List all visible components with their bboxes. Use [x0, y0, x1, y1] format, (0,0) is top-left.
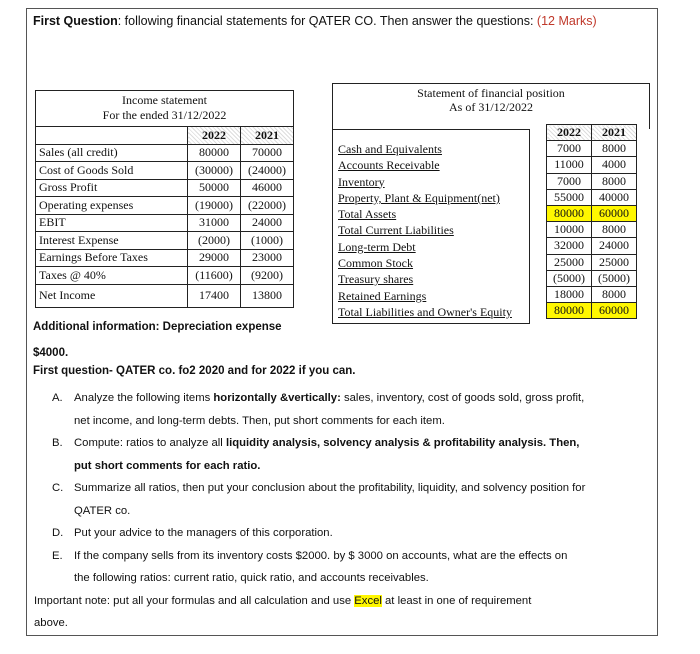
list-item-c: C. Summarize all ratios, then put your conclusion about the profitability, liquidity, and solvency position for QATER co. [52, 482, 586, 517]
balance-row [547, 173, 637, 189]
income-value: 46000 [241, 179, 294, 197]
income-label: EBIT [36, 214, 188, 232]
balance-value: (5000) [592, 270, 637, 286]
income-year-2021: 2021 [241, 127, 294, 145]
balance-value: 25000 [592, 254, 637, 270]
income-value: 24000 [241, 214, 294, 232]
balance-row [547, 270, 637, 286]
income-year-2022: 2022 [188, 127, 241, 145]
balance-label: Accounts Receivable [338, 158, 440, 173]
income-value: 70000 [241, 144, 294, 162]
income-value: (2000) [188, 232, 241, 250]
balance-value: 4000 [592, 157, 637, 173]
balance-value: 80000 [547, 205, 592, 221]
list-item-d: D. Put your advice to the managers of this corporation. [52, 527, 333, 539]
income-label: Interest Expense [36, 232, 188, 250]
balance-value: 24000 [592, 238, 637, 254]
income-value: 23000 [241, 249, 294, 267]
income-value: (22000) [241, 197, 294, 215]
balance-value: 8000 [592, 173, 637, 189]
income-value: (11600) [188, 267, 241, 285]
income-row [36, 214, 294, 232]
balance-label: Total Current Liabilities [338, 223, 454, 238]
income-row [36, 249, 294, 267]
page-title: First Question: following financial statements for QATER CO. Then answer the questions: (12 Marks) [33, 14, 597, 28]
balance-label: Cash and Equivalents [338, 142, 442, 156]
income-row [36, 232, 294, 250]
list-item-a: A. Analyze the following items horizontally &vertically: sales, inventory, cost of goods sold, gross profit, net income, and long-term debts. Then, put short comments for each item. [52, 392, 585, 427]
income-value: (1000) [241, 232, 294, 250]
balance-value: 55000 [547, 189, 592, 205]
important-note: Important note: put all your formulas and all calculation and use Excel at least in one of requirement above. [34, 594, 532, 629]
income-value: (9200) [241, 267, 294, 285]
marks-badge: (12 Marks) [536, 14, 597, 28]
balance-value: 32000 [547, 238, 592, 254]
balance-value: (5000) [547, 270, 592, 286]
balance-value: 8000 [592, 286, 637, 302]
income-value: 17400 [188, 284, 241, 307]
income-value: 50000 [188, 179, 241, 197]
income-label: Operating expenses [36, 197, 188, 215]
additional-value: $4000. [33, 347, 69, 359]
balance-label: Inventory [338, 174, 385, 189]
balance-value: 40000 [592, 189, 637, 205]
income-value: 13800 [241, 284, 294, 307]
balance-row [547, 189, 637, 205]
balance-value: 8000 [592, 141, 637, 157]
income-row [36, 197, 294, 215]
balance-year-2022: 2022 [547, 125, 592, 141]
balance-label: Long-term Debt [338, 239, 416, 254]
income-label: Gross Profit [36, 179, 188, 197]
income-label: Net Income [36, 284, 188, 307]
income-value: 29000 [188, 249, 241, 267]
income-value: 31000 [188, 214, 241, 232]
income-value: (19000) [188, 197, 241, 215]
balance-value: 80000 [547, 303, 592, 319]
income-label: Taxes @ 40% [36, 267, 188, 285]
income-row [36, 162, 294, 180]
income-label: Cost of Goods Sold [36, 162, 188, 180]
balance-value: 60000 [592, 205, 637, 221]
balance-label: Total Liabilities and Owner's Equity [338, 304, 512, 319]
balance-label: Total Assets [338, 207, 397, 222]
balance-value: 7000 [547, 173, 592, 189]
income-label: Sales (all credit) [36, 144, 188, 162]
balance-value: 25000 [547, 254, 592, 270]
balance-label: Common Stock [338, 256, 414, 271]
balance-value: 60000 [592, 303, 637, 319]
income-row [36, 284, 294, 307]
balance-row [547, 205, 637, 221]
excel-highlight: Excel [354, 594, 382, 607]
balance-header: Statement of financial position As of 31/12/2022 [332, 83, 650, 129]
income-value: 80000 [188, 144, 241, 162]
balance-label: Retained Earnings [338, 288, 427, 303]
balance-value: 10000 [547, 222, 592, 238]
balance-row [547, 303, 637, 319]
income-statement-table [35, 90, 294, 308]
balance-value: 8000 [592, 222, 637, 238]
balance-row [547, 238, 637, 254]
income-row [36, 144, 294, 162]
balance-values-table [546, 124, 637, 319]
additional-info: Additional information: Depreciation expense [33, 321, 282, 333]
balance-row [547, 222, 637, 238]
balance-label: Property, Plant & Equipment(net) [338, 190, 500, 205]
income-value: (24000) [241, 162, 294, 180]
balance-row [547, 141, 637, 157]
list-item-b: B. Compute: ratios to analyze all liquidity analysis, solvency analysis & profitability analysis. Then, put short comments for each ratio. [52, 437, 580, 472]
balance-label: Treasury shares [338, 272, 414, 287]
balance-row [547, 286, 637, 302]
balance-row [547, 157, 637, 173]
balance-row [547, 254, 637, 270]
balance-value: 7000 [547, 141, 592, 157]
balance-year-2021: 2021 [592, 125, 637, 141]
income-row [36, 179, 294, 197]
balance-labels [338, 141, 512, 320]
income-header: Income statement For the ended 31/12/2022 [36, 91, 294, 127]
list-item-e: E. If the company sells from its inventory costs $2000. by $ 3000 on accounts, what are the effects on the following ratios: current ratio, quick ratio, and accounts receivables. [52, 549, 568, 584]
income-value: (30000) [188, 162, 241, 180]
question-list [34, 387, 652, 635]
balance-value: 11000 [547, 157, 592, 173]
balance-value: 18000 [547, 286, 592, 302]
income-label: Earnings Before Taxes [36, 249, 188, 267]
income-row [36, 267, 294, 285]
question-intro: First question- QATER co. fo2 2020 and for 2022 if you can. [33, 365, 356, 377]
